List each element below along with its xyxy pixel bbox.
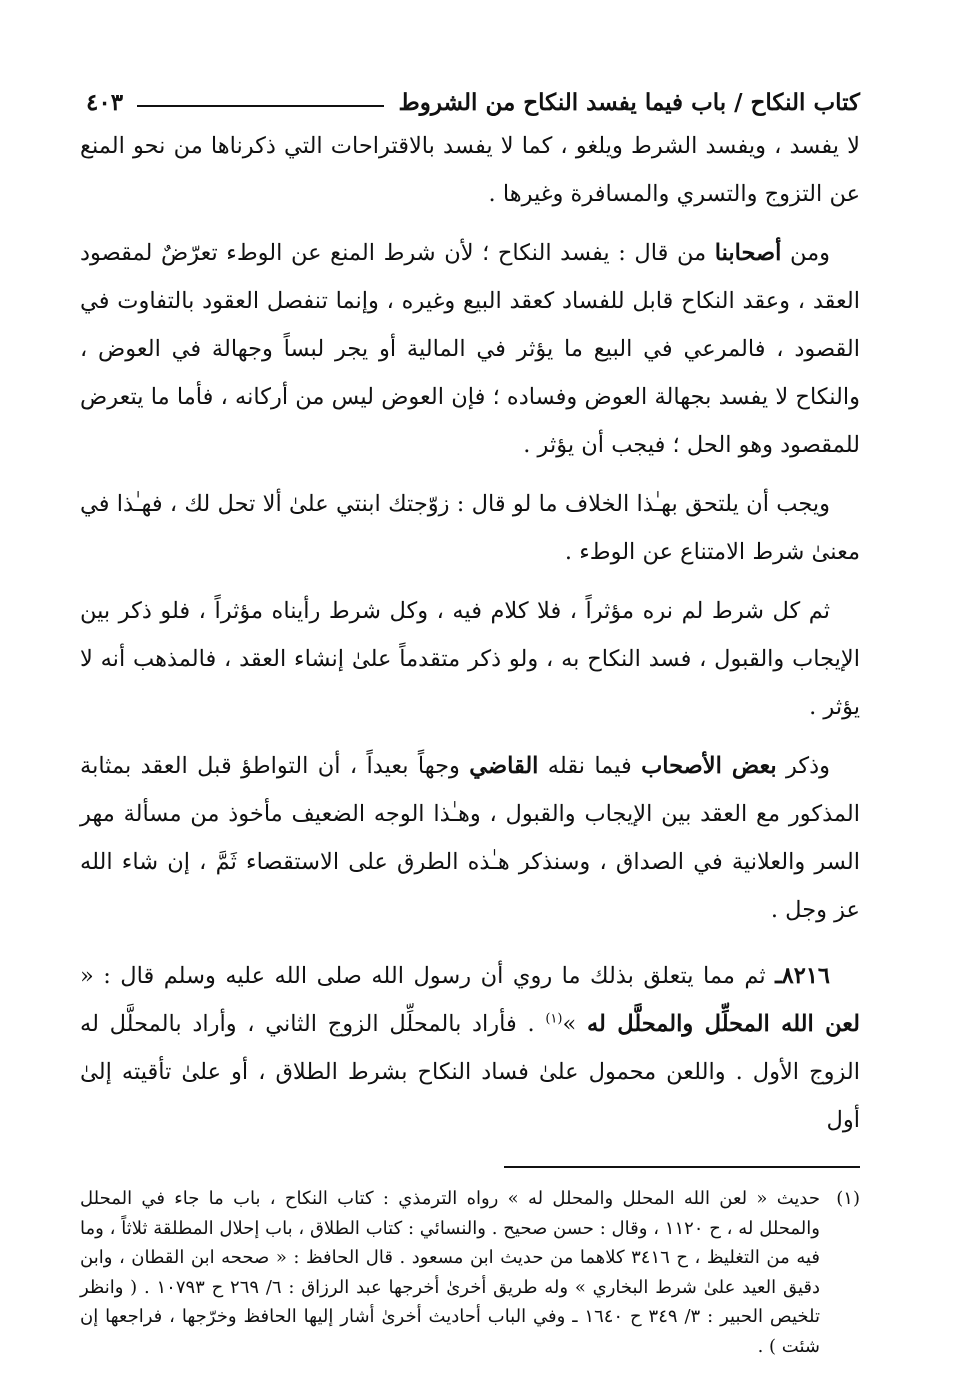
running-header	[80, 82, 860, 122]
bold-term: أصحابنا	[714, 240, 782, 266]
footnote-number: (١)	[836, 1188, 860, 1209]
main-text	[80, 122, 860, 1144]
bold-term: القاضي	[469, 753, 539, 779]
bold-term: بعض الأصحاب	[641, 753, 777, 779]
book-page	[80, 82, 860, 1361]
header-title: كتاب النكاح / باب فيما يفسد النكاح من الشروط	[398, 88, 860, 116]
paragraph: ويجب أن يلتحق بهـٰذا الخلاف ما لو قال : زوّجتك ابنتي علىٰ ألا تحل لك ، فهـٰذا في معنىٰ شرط الامتناع عن الوطء .	[80, 491, 860, 565]
footnote	[80, 1184, 860, 1361]
paragraph-continuation: لا يفسد ، ويفسد الشرط ويلغو ، كما لا يفسد بالاقتراحات التي ذكرناها من نحو المنع عن التزوج والتسري والمسافرة وغيرها .	[80, 133, 860, 207]
footnote-ref[interactable]: (١)	[545, 1011, 563, 1027]
paragraph: وذكر بعض الأصحاب فيما نقله القاضي وجهاً بعيداً ، أن التواطؤ قبل العقد بمثابة المذكور مع العقد بين الإيجاب والقبول ، وهـٰذا الوجه الضعيف مأخوذ من مسألة مهر السر والعلانية في الصداق ، وسنذكر هـٰذه الطرق على الاستقصاء ثَمَّ ، إن شاء الله عز وجل .	[80, 753, 860, 923]
paragraph: ثم كل شرط لم نره مؤثراً ، فلا كلام فيه ، وكل شرط رأيناه مؤثراً ، فلو ذكر بين الإيجاب والقبول ، فسد النكاح به ، ولو ذكر متقدماً علىٰ إنشاء العقد ، فالمذهب أنه لا يؤثر .	[80, 598, 860, 720]
paragraph-number: ٨٢١٦ـ	[775, 963, 830, 989]
page-number: ٤٠٣	[86, 88, 124, 116]
footnote-text: حديث « لعن الله المحلل والمحلل له » رواه الترمذي : كتاب النكاح ، باب ما جاء في المحلل والمحلل له ، ح ١١٢٠ ، وقال : حسن صحيح . والنسائي : كتاب الطلاق ، باب إحلال المطلقة ثلاثاً ، وما فيه من التغليظ ، ح ٣٤١٦ كلاهما من حديث ابن مسعود . قال الحافظ : « صححه ابن القطان ، وابن دقيق العيد علىٰ شرط البخاري » وله طريق أخرىٰ أخرجها عبد الرزاق : ٦/ ٢٦٩ ح ١٠٧٩٣ . ( وانظر تلخيص الحبير : ٣/ ٣٤٩ ح ١٦٤٠ ـ وفي الباب أحاديث أخرىٰ أشار إليها الحافظ وخرّجها ، فراجعها إن شئت ) .	[80, 1188, 821, 1357]
header-rule	[137, 105, 384, 107]
numbered-paragraph: ٨٢١٦ـ ثم مما يتعلق بذلك ما روي أن رسول الله صلى الله عليه وسلم قال : « لعن الله المحلِّل والمحلَّل له »$^{(١)}$ . فأراد بالمحلِّل الزوج الثاني ، وأراد بالمحلَّل له الزوج الأول . واللعن محمول علىٰ فساد النكاح بشرط الطلاق ، أو علىٰ تأقيته إلىٰ أول	[80, 963, 861, 1133]
paragraph: ومن أصحابنا من قال : يفسد النكاح ؛ لأن شرط المنع عن الوطء تعرّضٌ لمقصود العقد ، وعقد النكاح قابل للفساد كعقد البيع وغيره ، وإنما تنفصل العقود بالتفاوت في القصود ، فالمرعي في البيع ما يؤثر في المالية أو يجر لبساً وجهالة في العوض ، والنكاح لا يفسد بجهالة العوض وفساده ؛ فإن العوض ليس من أركانه ، فأما ما يتعرض للمقصود وهو الحل ؛ فيجب أن يؤثر .	[80, 240, 860, 458]
footnote-divider	[504, 1166, 860, 1168]
hadith-quote: لعن الله المحلِّل والمحلَّل له	[586, 1011, 861, 1037]
